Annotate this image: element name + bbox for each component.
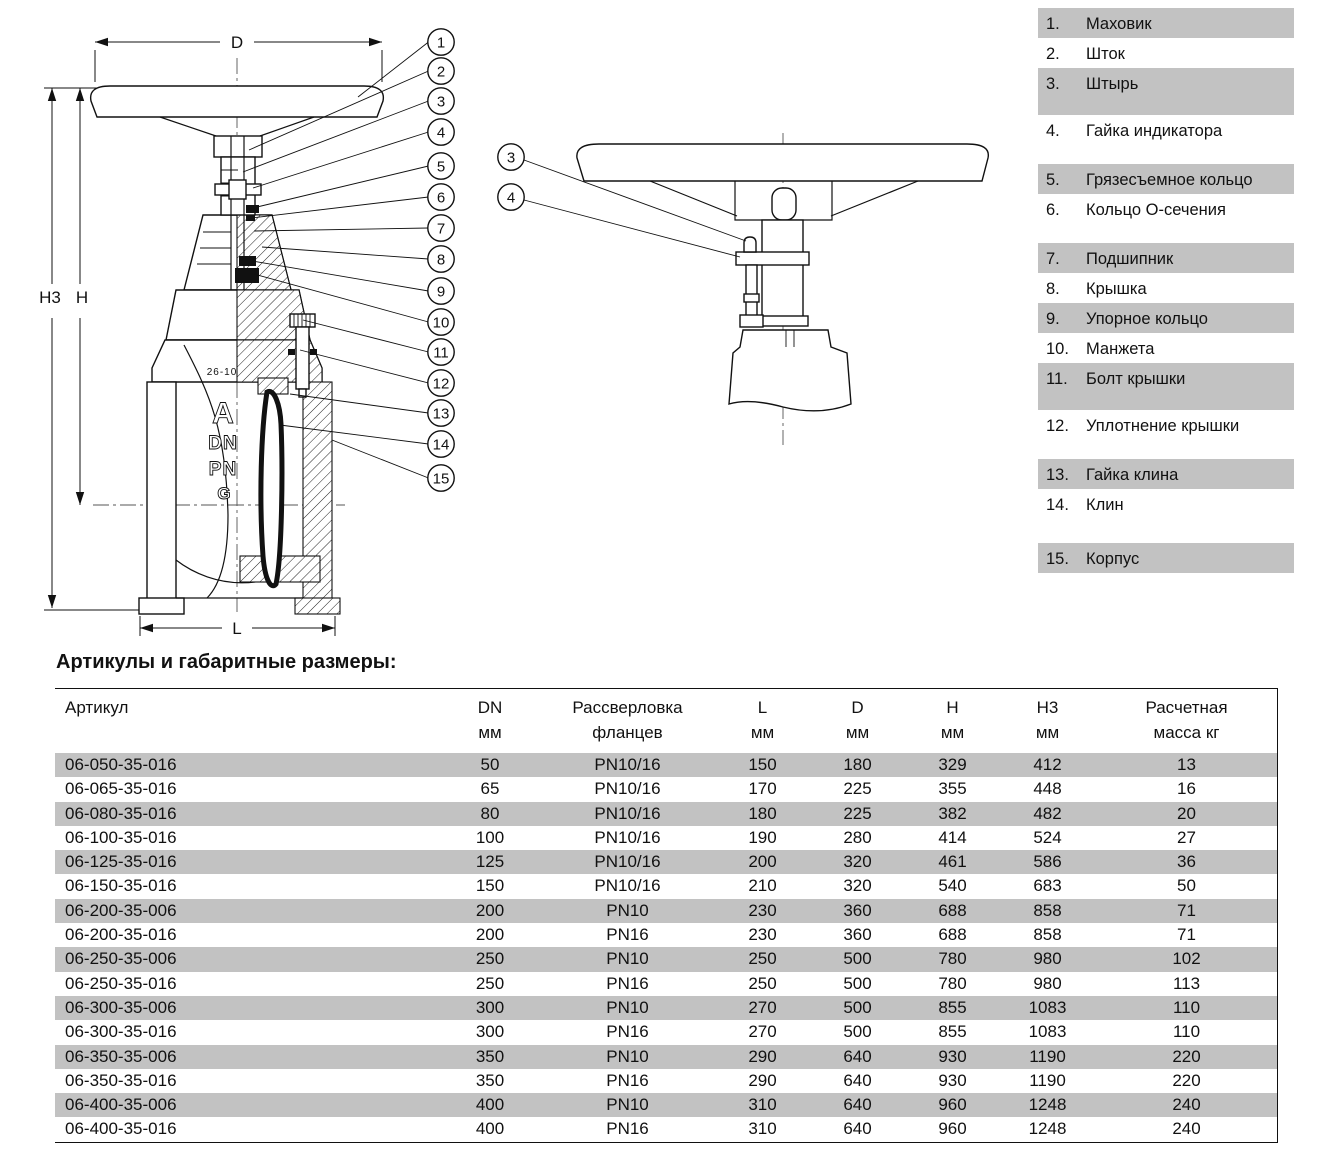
- part-label: Гайка клина: [1086, 466, 1179, 484]
- callout-number: 7: [436, 220, 446, 238]
- table-row: [55, 923, 1277, 947]
- table-row: [55, 802, 1277, 826]
- marking-dn: DN: [208, 433, 238, 454]
- part-number: 4.: [1046, 122, 1060, 140]
- table-cell: PN16: [606, 1070, 649, 1090]
- column-header: [540, 695, 715, 745]
- dim-d-label: D: [230, 33, 244, 52]
- callout-leader: [262, 247, 429, 259]
- table-cell: 200: [748, 852, 777, 872]
- part-item: [1038, 115, 1294, 145]
- callout-leader: [524, 200, 740, 257]
- detail-stem: [762, 220, 803, 318]
- part-label: Манжета: [1086, 340, 1155, 358]
- column-unit: мм: [940, 723, 965, 742]
- table-cell: 06-150-35-016: [65, 876, 177, 896]
- body-stamp: 26-10: [206, 367, 238, 378]
- table-cell: 482: [1033, 803, 1062, 823]
- dimension-h3-h: [39, 88, 140, 610]
- dim-h-label: H: [75, 288, 89, 307]
- column-label: Рассверловка: [572, 698, 683, 717]
- table-cell: 250: [475, 949, 505, 969]
- table-row: [55, 1045, 1277, 1069]
- part-label: Штырь: [1086, 75, 1139, 93]
- part-label: Кольцо О-сечения: [1086, 201, 1226, 219]
- table-cell: 100: [475, 827, 505, 847]
- part-item: [1038, 303, 1294, 333]
- table-cell: 80: [480, 803, 500, 823]
- table-cell: 412: [1033, 755, 1062, 774]
- table-cell: 06-050-35-016: [65, 755, 177, 774]
- callout-leader: [257, 166, 429, 207]
- table-cell: 688: [938, 925, 967, 945]
- table-cell: 640: [843, 1046, 872, 1066]
- table-cell: 414: [938, 827, 967, 847]
- part-item: [1038, 8, 1294, 38]
- table-cell: 180: [748, 803, 777, 823]
- table-cell: 125: [475, 852, 505, 872]
- table-cell: 240: [1172, 1095, 1201, 1115]
- table-cell: PN16: [606, 925, 649, 945]
- column-unit: мм: [845, 723, 870, 742]
- part-item: [1038, 333, 1294, 363]
- table-cell: 190: [748, 827, 777, 847]
- table-cell: 355: [938, 779, 967, 799]
- table-row: [55, 1093, 1277, 1117]
- callout-leader: [254, 228, 429, 231]
- part-number: 11.: [1046, 370, 1068, 388]
- table-cell: 780: [938, 949, 967, 969]
- table-cell: 688: [938, 900, 967, 920]
- part-label: Маховик: [1086, 15, 1152, 33]
- part-number: 12.: [1046, 417, 1069, 435]
- table-cell: 586: [1033, 852, 1062, 872]
- table-cell: 930: [938, 1046, 967, 1066]
- table-cell: PN10: [606, 997, 649, 1017]
- callout-number: 9: [436, 283, 446, 301]
- part-label: Шток: [1086, 45, 1125, 63]
- table-cell: 683: [1033, 876, 1062, 896]
- table-cell: 113: [1172, 973, 1201, 993]
- table-cell: 200: [475, 925, 505, 945]
- table-cell: 280: [843, 827, 872, 847]
- table-cell: 640: [843, 1070, 872, 1090]
- part-number: 5.: [1046, 171, 1060, 189]
- table-row: [55, 1069, 1277, 1093]
- table-cell: 270: [748, 997, 777, 1017]
- column-unit: фланцев: [592, 723, 663, 742]
- table-cell: 382: [938, 803, 967, 823]
- table-cell: 71: [1177, 900, 1196, 920]
- table-cell: 180: [843, 755, 872, 774]
- table-cell: 350: [475, 1070, 505, 1090]
- indicator-pin: [744, 237, 756, 252]
- part-label: Грязесъемное кольцо: [1086, 171, 1253, 189]
- callout-number: 5: [436, 158, 446, 176]
- part-item: [1038, 243, 1294, 273]
- table-cell: 360: [843, 925, 872, 945]
- table-cell: 360: [843, 900, 872, 920]
- table-cell: 230: [748, 925, 777, 945]
- column-label: DN: [477, 698, 503, 717]
- part-item: [1038, 543, 1294, 573]
- table-cell: 20: [1177, 803, 1196, 823]
- table-cell: 400: [475, 1119, 505, 1139]
- part-item: [1038, 68, 1294, 115]
- callout-number: 11: [433, 344, 449, 362]
- table-row: [55, 1020, 1277, 1044]
- table-cell: 06-250-35-016: [65, 973, 177, 993]
- table-row: [55, 850, 1277, 874]
- table-cell: 150: [475, 876, 505, 896]
- table-cell: 310: [748, 1095, 777, 1115]
- column-label: Артикул: [65, 698, 129, 717]
- table-cell: PN10/16: [594, 755, 661, 774]
- column-label: H: [946, 698, 959, 717]
- table-cell: 210: [748, 876, 777, 896]
- part-number: 6.: [1046, 201, 1060, 219]
- callout-number: 13: [432, 405, 450, 423]
- callout-leader: [280, 425, 429, 444]
- table-cell: 250: [748, 973, 777, 993]
- table-cell: PN10: [606, 1046, 649, 1066]
- table-cell: 858: [1033, 900, 1062, 920]
- table-cell: 500: [843, 997, 872, 1017]
- table-cell: 320: [843, 852, 872, 872]
- column-unit: мм: [750, 723, 775, 742]
- table-cell: 16: [1177, 779, 1196, 799]
- table-cell: PN10: [606, 1095, 649, 1115]
- table-cell: 640: [843, 1119, 872, 1139]
- table-row: [55, 996, 1277, 1020]
- callout-number: 3: [436, 93, 446, 111]
- part-item: [1038, 489, 1294, 519]
- callout-leader: [251, 197, 429, 218]
- table-row: [55, 874, 1277, 898]
- column-header: [715, 695, 810, 745]
- column-header: [905, 695, 1000, 745]
- table-cell: 50: [1177, 876, 1196, 896]
- part-item: [1038, 410, 1294, 440]
- table-cell: 240: [1172, 1119, 1201, 1139]
- table-cell: 06-080-35-016: [65, 803, 177, 823]
- part-item: [1038, 363, 1294, 410]
- table-cell: 1190: [1029, 1046, 1066, 1066]
- callout-number: 8: [436, 251, 446, 269]
- table-cell: 640: [843, 1095, 872, 1115]
- table-cell: PN10: [606, 949, 649, 969]
- table-cell: PN10/16: [594, 827, 661, 847]
- column-unit: масса кг: [1153, 723, 1220, 742]
- table-row: [55, 753, 1277, 777]
- part-label: Крышка: [1086, 280, 1147, 298]
- callout-number: 6: [436, 189, 446, 207]
- table-cell: 06-350-35-006: [65, 1046, 177, 1066]
- part-label: Клин: [1086, 496, 1124, 514]
- callout-number: 15: [432, 470, 450, 488]
- table-cell: 06-300-35-016: [65, 1022, 177, 1042]
- table-cell: 960: [938, 1095, 967, 1115]
- part-number: 10.: [1046, 340, 1069, 358]
- table-cell: 250: [475, 973, 505, 993]
- table-cell: 858: [1033, 925, 1062, 945]
- callout-leader: [332, 440, 429, 478]
- table-cell: 1248: [1028, 1119, 1067, 1139]
- table-cell: 329: [938, 755, 967, 774]
- marking-pn: PN: [208, 459, 238, 480]
- table-cell: PN16: [606, 973, 649, 993]
- table-cell: 350: [475, 1046, 505, 1066]
- table-cell: 13: [1177, 755, 1196, 774]
- table-cell: 06-100-35-016: [65, 827, 177, 847]
- part-label: Уплотнение крышки: [1086, 417, 1240, 435]
- table-cell: 980: [1033, 973, 1062, 993]
- detail-bonnet: [729, 330, 851, 411]
- marking-g: G: [217, 484, 231, 503]
- part-item: [1038, 194, 1294, 224]
- table-cell: 150: [748, 755, 777, 774]
- table-cell: 960: [938, 1119, 967, 1139]
- part-item: [1038, 38, 1294, 68]
- table-cell: 855: [938, 997, 967, 1017]
- dimension-d: [95, 33, 382, 82]
- table-cell: 290: [748, 1046, 777, 1066]
- valve-diagram-svg: [0, 0, 1030, 660]
- table-row: [55, 947, 1277, 971]
- table-cell: PN10/16: [594, 876, 661, 896]
- table-cell: 300: [475, 997, 505, 1017]
- wedge: [258, 378, 288, 586]
- table-row: [55, 972, 1277, 996]
- table-cell: 400: [475, 1095, 505, 1115]
- callout-number: 2: [436, 63, 446, 81]
- table-cell: 06-400-35-016: [65, 1119, 177, 1139]
- table-cell: 06-200-35-016: [65, 925, 177, 945]
- table-cell: 36: [1177, 852, 1196, 872]
- table-cell: 170: [748, 779, 777, 799]
- part-number: 3.: [1046, 75, 1060, 93]
- table-cell: 71: [1177, 925, 1196, 945]
- table-cell: 540: [938, 876, 967, 896]
- dimensions-table: [55, 688, 1278, 1143]
- table-cell: 230: [748, 900, 777, 920]
- table-cell: 290: [748, 1070, 777, 1090]
- table-cell: PN16: [606, 1119, 649, 1139]
- table-cell: 270: [748, 1022, 777, 1042]
- table-cell: 225: [843, 779, 872, 799]
- detail-handwheel: [577, 144, 988, 181]
- table-cell: 855: [938, 1022, 967, 1042]
- part-label: Корпус: [1086, 550, 1140, 568]
- table-cell: 500: [843, 949, 872, 969]
- column-label: L: [757, 698, 768, 717]
- table-cell: PN10/16: [594, 852, 661, 872]
- callout-leader: [253, 132, 429, 188]
- table-cell: 06-250-35-006: [65, 949, 177, 969]
- table-cell: 110: [1172, 997, 1201, 1017]
- column-unit: мм: [1035, 723, 1060, 742]
- table-cell: 06-200-35-006: [65, 900, 177, 920]
- table-cell: 524: [1033, 827, 1062, 847]
- part-item: [1038, 164, 1294, 194]
- callout-leader: [358, 42, 429, 97]
- section-title: Артикулы и габаритные размеры:: [56, 651, 397, 673]
- column-header: [810, 695, 905, 745]
- table-cell: 1248: [1028, 1095, 1067, 1115]
- part-label: Подшипник: [1086, 250, 1174, 268]
- table-cell: 448: [1033, 779, 1062, 799]
- part-label: Гайка индикатора: [1086, 122, 1223, 140]
- table-cell: 220: [1172, 1070, 1201, 1090]
- part-number: 2.: [1046, 45, 1060, 63]
- indicator-nut: [736, 252, 809, 265]
- table-cell: 200: [475, 900, 505, 920]
- table-cell: 980: [1033, 949, 1062, 969]
- callout-number: 12: [432, 375, 450, 393]
- column-header: [55, 695, 440, 745]
- part-number: 15.: [1046, 550, 1069, 568]
- table-cell: 250: [748, 949, 777, 969]
- part-number: 8.: [1046, 280, 1060, 298]
- table-cell: 310: [748, 1119, 777, 1139]
- callout-number: 14: [432, 436, 450, 454]
- column-header: [440, 695, 540, 745]
- callout-number: 4: [506, 189, 516, 207]
- table-row: [55, 1117, 1277, 1141]
- table-row: [55, 899, 1277, 923]
- part-number: 9.: [1046, 310, 1060, 328]
- parts-list: [1038, 8, 1294, 573]
- callout-leader: [303, 320, 429, 352]
- callout-number: 10: [432, 314, 450, 332]
- valve-section-view: [39, 33, 383, 638]
- part-label: Болт крышки: [1086, 370, 1186, 388]
- table-cell: 06-300-35-006: [65, 997, 177, 1017]
- table-cell: 65: [480, 779, 500, 799]
- part-item: [1038, 459, 1294, 489]
- brand-logo: A: [212, 397, 234, 430]
- part-number: 7.: [1046, 250, 1060, 268]
- table-body: [55, 753, 1277, 1142]
- table-cell: 300: [475, 1022, 505, 1042]
- table-cell: 220: [1172, 1046, 1201, 1066]
- callout-number: 4: [436, 124, 446, 142]
- table-cell: 27: [1177, 827, 1196, 847]
- table-cell: 102: [1172, 949, 1201, 969]
- handwheel-detail-view: [577, 133, 988, 445]
- dim-l-label: L: [232, 619, 242, 638]
- table-cell: 500: [843, 973, 872, 993]
- table-cell: 930: [938, 1070, 967, 1090]
- table-row: [55, 777, 1277, 801]
- table-row: [55, 826, 1277, 850]
- column-label: H3: [1036, 698, 1059, 717]
- callout-number: 1: [436, 34, 446, 52]
- table-cell: 780: [938, 973, 967, 993]
- column-label: D: [851, 698, 864, 717]
- column-header: [1095, 695, 1278, 745]
- table-cell: 1083: [1028, 1022, 1067, 1042]
- table-cell: 06-125-35-016: [65, 852, 177, 872]
- table-cell: 225: [843, 803, 872, 823]
- dim-h3-label: H3: [39, 288, 61, 307]
- table-cell: 06-065-35-016: [65, 779, 177, 799]
- table-cell: PN10: [606, 900, 649, 920]
- part-number: 14.: [1046, 496, 1069, 514]
- part-item: [1038, 273, 1294, 303]
- column-header: [1000, 695, 1095, 745]
- table-cell: 1083: [1028, 997, 1067, 1017]
- part-number: 1.: [1046, 15, 1060, 33]
- dimension-l: [140, 616, 335, 638]
- table-header: [55, 689, 1277, 753]
- table-cell: PN10/16: [594, 779, 661, 799]
- callout-number: 3: [506, 149, 516, 167]
- table-cell: 1190: [1029, 1070, 1066, 1090]
- column-unit: мм: [478, 723, 502, 742]
- table-cell: PN16: [606, 1022, 649, 1042]
- part-number: 13.: [1046, 466, 1069, 484]
- table-cell: 461: [938, 852, 967, 872]
- table-cell: 500: [843, 1022, 872, 1042]
- table-cell: 06-350-35-016: [65, 1070, 177, 1090]
- table-cell: 06-400-35-006: [65, 1095, 177, 1115]
- part-label: Упорное кольцо: [1086, 310, 1208, 328]
- table-cell: PN10/16: [594, 803, 661, 823]
- table-cell: 320: [843, 876, 872, 896]
- table-cell: 110: [1172, 1022, 1201, 1042]
- table-cell: 50: [480, 755, 500, 774]
- column-label: Расчетная: [1145, 698, 1228, 717]
